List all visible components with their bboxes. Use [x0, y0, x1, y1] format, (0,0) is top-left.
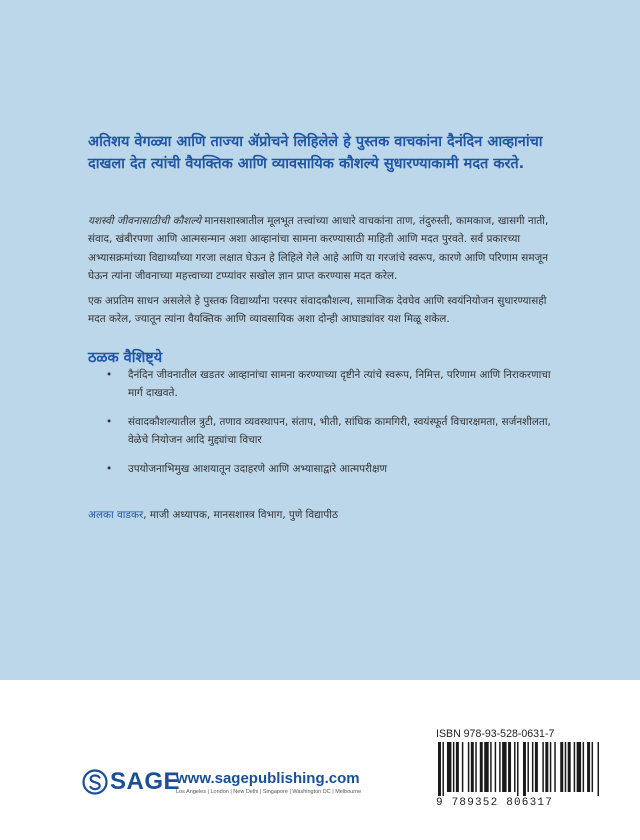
barcode-bar [480, 742, 483, 792]
barcode-bar [456, 742, 459, 792]
barcode-bar [574, 742, 575, 792]
barcode-bar [490, 742, 491, 792]
barcode-bar [598, 742, 599, 796]
barcode-bar [447, 742, 451, 792]
barcode-bar [554, 742, 555, 792]
publisher-cities: Los Angeles | London | New Delhi | Singapore | Washington DC | Melbourne [176, 789, 362, 795]
bullet-icon: • [106, 415, 113, 428]
barcode-bar [577, 742, 581, 792]
description-paragraph-1 [88, 212, 558, 286]
barcode-bar [442, 742, 443, 796]
feature-item [88, 460, 558, 478]
barcode-bar [523, 742, 526, 796]
feature-item [88, 413, 558, 450]
barcode-bar [462, 742, 463, 792]
barcode-bar [592, 742, 593, 792]
feature-text: दैनंदिन जीवनातील खडतर आव्हानांचा सामना करण्याच्या दृष्टीने त्यांचे स्वरूप, निमित्त, परिणाम आणि निराकरणाचा मार्ग दाखवते. [128, 369, 551, 400]
barcode-bar [532, 742, 533, 792]
isbn-label: ISBN 978-93-528-0631-7 [436, 728, 555, 740]
barcode-bar [508, 742, 511, 792]
features-list [88, 366, 558, 488]
publisher-url[interactable]: www.sagepublishing.com [176, 770, 360, 787]
barcode-bar [560, 742, 563, 792]
barcode-bar [514, 742, 515, 792]
feature-item [88, 366, 558, 403]
barcode-bar [438, 742, 441, 796]
bullet-icon: • [106, 462, 113, 475]
feature-text: संवादकौशल्यातील त्रुटी, तणाव व्यवस्थापन, संताप, भीती, सांघिक कामगिरी, स्वयंस्फूर्त विचारक्षमता, सर्जनशीलता, वेळेचे नियोजन आदि मुद्द्यांचा विचार [128, 415, 551, 447]
author-name: अलका वाडकर [88, 509, 144, 521]
sage-logo [82, 768, 180, 796]
barcode-bar [565, 742, 566, 792]
description-body: मानसशास्त्रातील मूलभूत तत्त्वांच्या आधारे वाचकांना ताण, तंदुरुस्ती, कामकाज, खासगी नाती, संवाद, खंबीरपणा आणि आत्मसन्मान अशा आव्हानांचा सामना करण्यासाठी माहिती आणि मदत पुरवते. सर्व प्रकारच्या अभ्यासक्रमांच्या विद्यार्थ्यांच्या गरजा लक्षात घेऊन हे लिहिले गेले आहे आणि या गरजांचे स्वरूप, कारणे आणि परिणाम समजून घेऊन त्यांना जीवनाच्या महत्त्वाच्या टप्प्यांवर सखोल ज्ञान प्राप्त करण्यास मदत करेल. [88, 215, 549, 283]
book-title-italic: यशस्वी जीवनासाठीची कौशल्ये [88, 215, 202, 227]
barcode-bar [587, 742, 590, 792]
barcode-bar [453, 742, 454, 792]
barcode-bar [468, 742, 469, 792]
barcode-bar [495, 742, 496, 792]
barcode-bar [499, 742, 500, 792]
barcode-bar [527, 742, 528, 792]
bullet-icon: • [106, 369, 113, 381]
sage-wordmark: SAGE [110, 768, 181, 795]
barcode-bar [542, 742, 543, 792]
author-credit [88, 508, 338, 522]
features-heading: ठळक वैशिष्ट्ये [88, 350, 163, 366]
barcode-bar [583, 742, 584, 792]
barcode-bar [475, 742, 476, 792]
feature-text: उपयोजनाभिमुख आशयातून उदाहरणे आणि अभ्यासाद्वारे आत्मपरीक्षण [128, 462, 387, 475]
barcode-bar [535, 742, 538, 792]
barcode-bar [471, 742, 474, 792]
author-details: , माजी अध्यापक, मानसशास्त्र विभाग, पुणे विद्यापीठ [143, 509, 338, 521]
barcode-digits: 9 789352 806317 [436, 797, 554, 809]
tagline: अतिशय वेगळ्या आणि ताज्या ॲप्रोचने लिहिलेले हे पुस्तक वाचकांना दैनंदिन आव्हानांचा दाखला देत त्यांची वैयक्तिक आणि व्यावसायिक कौशल्ये सुधारण्याकामी मदत करते. [88, 134, 543, 172]
barcode-bar [502, 742, 506, 792]
sage-emblem-icon [82, 769, 108, 795]
description-paragraph-2: एक अप्रतिम साधन असलेले हे पुस्तक विद्यार्थ्यांना परस्पर संवादकौशल्य, सामाजिक देवघेव आणि स्वयंनियोजन सुधारण्यासही मदत करेल, ज्यातून त्यांना वैयक्तिक आणि व्यावसायिक अशा दोन्ही आघाड्यांवर यश मिळू शकेल. [88, 295, 547, 326]
barcode-bar [568, 742, 571, 792]
barcode-bar [484, 742, 488, 792]
barcode-icon [436, 742, 604, 796]
barcode-bar [545, 742, 548, 792]
barcode-bar [517, 742, 518, 796]
barcode-bar [550, 742, 551, 792]
